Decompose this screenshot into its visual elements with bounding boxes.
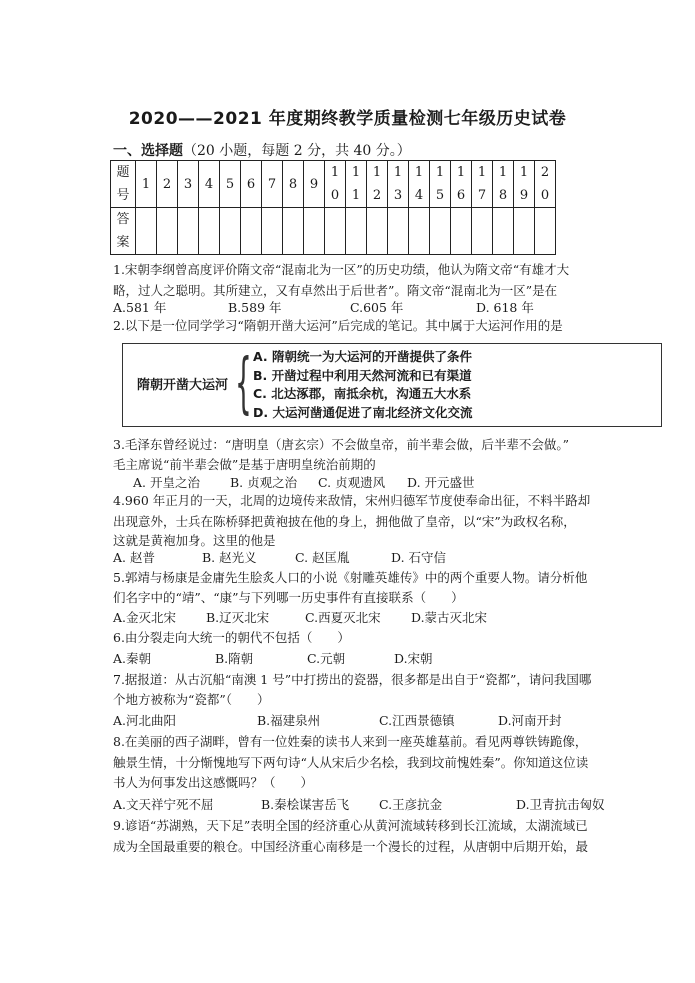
question-number-cell xyxy=(325,161,346,208)
question-8-option-d[interactable]: D.卫青抗击匈奴 xyxy=(516,797,605,812)
question-number-digit: 5 xyxy=(225,176,235,192)
question-4-line-1: 4.960 年正月的一天，北周的边境传来敌情，宋州归德军节度使奉命出征，不料半路却 xyxy=(113,493,591,508)
question-number-digit: 1 xyxy=(498,165,508,180)
brace-symbol: { xyxy=(235,344,252,421)
question-number-digit: 1 xyxy=(414,165,424,180)
answer-cell[interactable] xyxy=(514,208,535,255)
answer-cell[interactable] xyxy=(472,208,493,255)
notes-line-c[interactable]: C. 北达涿郡，南抵余杭，沟通五大水系 xyxy=(253,386,472,401)
question-6-option-a[interactable]: A.秦朝 xyxy=(113,651,152,666)
question-3-line-2: 毛主席说“前半辈会做”是基于唐明皇统治前期的 xyxy=(113,457,376,472)
question-4-option-c[interactable]: C. 赵匡胤 xyxy=(295,550,350,565)
answer-cell[interactable] xyxy=(367,208,388,255)
question-4-option-b[interactable]: B. 赵光义 xyxy=(202,550,257,565)
question-number-cell xyxy=(409,161,430,208)
question-number-digit: 2 xyxy=(372,188,382,203)
question-6-options xyxy=(113,648,653,669)
answer-cell[interactable] xyxy=(535,208,556,255)
answer-cell[interactable] xyxy=(136,208,157,255)
question-number-digit: 0 xyxy=(540,188,550,203)
question-1-option-a[interactable]: A.581 年 xyxy=(113,300,167,315)
question-5-option-b[interactable]: B.辽灭北宋 xyxy=(206,610,270,625)
answer-cell[interactable] xyxy=(157,208,178,255)
question-8-line-1: 8.在美丽的西子湖畔，曾有一位姓秦的读书人来到一座英雄墓前。看见两尊铁铸跪像， xyxy=(113,734,588,749)
question-8-option-a[interactable]: A.文天祥宁死不屈 xyxy=(113,797,214,812)
question-6-option-d[interactable]: D.宋朝 xyxy=(394,651,433,666)
question-8-options xyxy=(113,794,653,815)
question-9-line-2: 成为全国最重要的粮仓。中国经济重心南移是一个漫长的过程，从唐朝中后期开始，最 xyxy=(113,839,589,854)
question-number-digit: 5 xyxy=(435,188,445,203)
question-5-option-a[interactable]: A.金灭北宋 xyxy=(113,610,177,625)
question-3-option-b[interactable]: B. 贞观之治 xyxy=(230,475,298,490)
answer-table-number-row xyxy=(111,161,556,208)
section-heading xyxy=(113,140,411,160)
question-number-digit: 9 xyxy=(309,176,319,192)
question-number-digit: 1 xyxy=(456,165,466,180)
question-5-line-1: 5.郭靖与杨康是金庸先生脍炙人口的小说《射雕英雄传》中的两个重要人物。请分析他 xyxy=(113,570,588,585)
question-number-digit: 3 xyxy=(393,188,403,203)
question-4-line-3: 这就是黄袍加身。这里的他是 xyxy=(113,533,276,548)
notes-line-a[interactable]: A. 隋朝统一为大运河的开凿提供了条件 xyxy=(253,349,473,364)
question-4-option-a[interactable]: A. 赵普 xyxy=(113,550,155,565)
question-number-cell xyxy=(241,161,262,208)
question-number-cell xyxy=(514,161,535,208)
question-1-option-b[interactable]: B.589 年 xyxy=(228,300,282,315)
page-title: 2020——2021 年度期终教学质量检测七年级历史试卷 xyxy=(128,109,567,129)
question-2-line-1: 2.以下是一位同学学习“隋朝开凿大运河”后完成的笔记。其中属于大运河作用的是 xyxy=(113,318,563,333)
question-number-digit: 9 xyxy=(519,188,529,203)
question-number-cell xyxy=(220,161,241,208)
notes-line-b[interactable]: B. 开凿过程中利用天然河流和已有渠道 xyxy=(253,367,472,383)
question-8-line-2: 触景生情，十分惭愧地写下两句诗“人从宋后少名桧，我到坟前愧姓秦”。你知道这位读 xyxy=(113,755,589,770)
question-number-cell xyxy=(178,161,199,208)
question-number-digit: 2 xyxy=(540,165,550,180)
question-number-digit: 8 xyxy=(498,188,508,203)
question-number-cell xyxy=(388,161,409,208)
question-number-digit: 1 xyxy=(477,165,487,180)
question-number-cell xyxy=(304,161,325,208)
question-number-digit: 4 xyxy=(204,176,214,192)
question-7-option-b[interactable]: B.福建泉州 xyxy=(257,713,321,728)
question-number-digit: 1 xyxy=(435,165,445,180)
answer-cell[interactable] xyxy=(178,208,199,255)
question-3-option-d[interactable]: D. 开元盛世 xyxy=(407,475,475,490)
question-5-option-c[interactable]: C.西夏灭北宋 xyxy=(305,610,381,625)
question-number-digit: 7 xyxy=(267,176,277,192)
question-8-line-3: 书人为何事发出这感慨吗？（ ） xyxy=(113,775,314,790)
question-number-digit: 6 xyxy=(456,188,466,203)
notes-box-lines xyxy=(253,348,472,422)
answer-cell[interactable] xyxy=(241,208,262,255)
question-4-option-d[interactable]: D. 石守信 xyxy=(391,550,447,565)
answer-cell[interactable] xyxy=(220,208,241,255)
answer-cell[interactable] xyxy=(346,208,367,255)
question-2-notes-box xyxy=(122,343,662,427)
question-number-digit: 1 xyxy=(330,165,340,180)
question-number-digit: 7 xyxy=(477,188,487,203)
question-number-cell xyxy=(493,161,514,208)
question-number-cell xyxy=(535,161,556,208)
notes-line-d[interactable]: D. 大运河凿通促进了南北经济文化交流 xyxy=(253,404,473,420)
question-number-cell xyxy=(346,161,367,208)
answer-header: 答 案 xyxy=(111,208,136,255)
question-5-options xyxy=(113,607,653,628)
question-number-cell xyxy=(136,161,157,208)
answer-cell[interactable] xyxy=(283,208,304,255)
section-title: 一、选择题 xyxy=(113,143,183,159)
question-6-option-b[interactable]: B.隋朝 xyxy=(215,651,254,666)
answer-cell[interactable] xyxy=(451,208,472,255)
question-7-line-1: 7.据报道：从古沉船“南澳 1 号”中打捞出的瓷器，很多都是出自于“瓷都”，请问我国哪 xyxy=(113,672,592,687)
question-7-option-c[interactable]: C.江西景德镇 xyxy=(379,713,455,728)
question-number-cell xyxy=(199,161,220,208)
question-number-digit: 8 xyxy=(288,176,298,192)
question-1-line-2: 略，过人之聪明。其所建立，又有卓然出于后世者”。隋文帝“混南北为一区”是在 xyxy=(113,283,558,298)
question-1-option-c[interactable]: C.605 年 xyxy=(350,300,404,315)
answer-cell[interactable] xyxy=(493,208,514,255)
notes-box-label: 隋朝开凿大运河 xyxy=(137,378,229,393)
question-number-cell xyxy=(283,161,304,208)
answer-cell[interactable] xyxy=(325,208,346,255)
question-7-options xyxy=(113,710,653,731)
question-number-cell xyxy=(157,161,178,208)
question-1-option-d[interactable]: D. 618 年 xyxy=(476,300,534,315)
question-number-cell xyxy=(367,161,388,208)
question-number-digit: 2 xyxy=(162,176,172,192)
question-8-option-b[interactable]: B.秦桧谋害岳飞 xyxy=(261,797,350,812)
question-8-option-c[interactable]: C.王彦抗金 xyxy=(379,797,443,812)
question-number-header: 题 号 xyxy=(111,161,136,208)
question-number-digit: 1 xyxy=(351,188,361,203)
question-number-cell xyxy=(262,161,283,208)
answer-cell[interactable] xyxy=(262,208,283,255)
question-number-digit: 1 xyxy=(141,176,151,192)
question-7-line-2: 个地方被称为“瓷都”（ ） xyxy=(113,692,270,707)
question-number-digit: 1 xyxy=(519,165,529,180)
question-number-cell xyxy=(430,161,451,208)
question-1-line-1: 1.宋朝李纲曾高度评价隋文帝“混南北为一区”的历史功绩，他认为隋文帝“有雄才大 xyxy=(113,262,570,277)
question-3-option-c[interactable]: C. 贞观遗风 xyxy=(318,475,386,490)
answer-table-answer-row xyxy=(111,208,556,255)
question-number-digit: 1 xyxy=(372,165,382,180)
question-5-line-2: 们名字中的“靖”、“康”与下列哪一历史事件有直接联系（ ） xyxy=(113,590,464,605)
question-number-digit: 1 xyxy=(393,165,403,180)
question-number-digit: 0 xyxy=(330,188,340,203)
answer-cell[interactable] xyxy=(199,208,220,255)
question-3-line-1: 3.毛泽东曾经说过：“唐明皇（唐玄宗）不会做皇帝，前半辈会做，后半辈不会做。” xyxy=(113,437,569,452)
question-number-digit: 1 xyxy=(351,165,361,180)
question-6-line-1: 6.由分裂走向大统一的朝代不包括（ ） xyxy=(113,630,350,645)
question-number-cell xyxy=(472,161,493,208)
question-7-option-d[interactable]: D.河南开封 xyxy=(498,713,562,728)
answer-cell[interactable] xyxy=(388,208,409,255)
answer-table xyxy=(110,160,556,255)
answer-cell[interactable] xyxy=(430,208,451,255)
question-number-cell xyxy=(451,161,472,208)
question-5-option-d[interactable]: D.蒙古灭北宋 xyxy=(411,610,488,625)
question-4-line-2: 出现意外，士兵在陈桥驿把黄袍披在他的身上，拥他做了皇帝，以“宋”为政权名称， xyxy=(113,514,576,529)
question-number-digit: 6 xyxy=(246,176,256,192)
question-3-option-a[interactable]: A. 开皇之治 xyxy=(133,475,200,490)
question-number-digit: 3 xyxy=(183,176,193,192)
answer-cell[interactable] xyxy=(304,208,325,255)
answer-cell[interactable] xyxy=(409,208,430,255)
question-7-option-a[interactable]: A.河北曲阳 xyxy=(113,713,177,728)
question-number-digit: 4 xyxy=(414,188,424,203)
section-note: （20 小题，每题 2 分，共 40 分。） xyxy=(183,143,411,159)
question-6-option-c[interactable]: C.元朝 xyxy=(307,651,346,666)
question-9-line-1: 9.谚语“苏湖熟，天下足”表明全国的经济重心从黄河流域转移到长江流域，太湖流域已 xyxy=(113,818,588,833)
question-4-options xyxy=(113,547,653,568)
